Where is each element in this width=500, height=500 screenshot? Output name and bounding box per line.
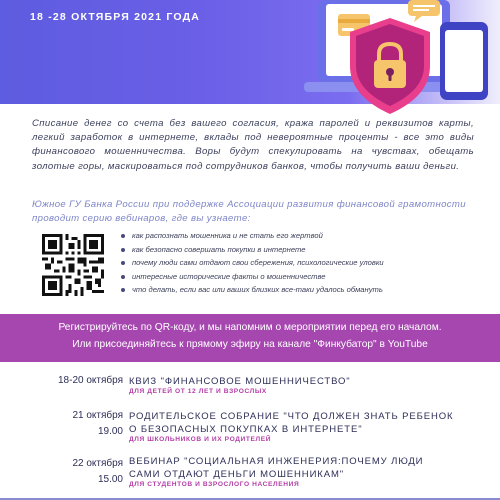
registration-text: Регистрируйтесь по QR-коду, и мы напомним о мероприятии перед его началом. [58,322,442,333]
bullet-dot-icon [121,261,125,265]
bullet-dot-icon [121,234,125,238]
registration-banner [0,314,500,362]
event-date: 21 октября [72,410,123,421]
event-audience: ДЛЯ ШКОЛЬНИКОВ И ИХ РОДИТЕЛЕЙ [129,436,272,443]
list-item: почему люди сами отдают свои сбережения, психологические уловки [120,256,384,270]
organizer-paragraph: Южное ГУ Банка России при поддержке Ассоциации развития финансовой грамотности проводит серию вебинаров, где вы узнаете: [32,199,466,225]
security-illustration [290,0,500,120]
event-title: КВИЗ "ФИНАНСОВОЕ МОШЕННИЧЕСТВО" [129,376,351,387]
event-dates: 18 -28 ОКТЯБРЯ 2021 ГОДА [30,11,201,23]
list-item: как распознать мошенника и не стать его жертвой [120,229,384,243]
event-date: 18-20 октября [58,375,123,386]
qr-code-icon[interactable] [42,234,104,296]
bullet-dot-icon [121,248,125,252]
event-title: САМИ ОТДАЮТ ДЕНЬГИ МОШЕННИКАМ" [129,469,345,480]
event-date: 22 октября [72,458,123,469]
tablet-icon [440,22,488,100]
padlock-shield-icon [350,18,430,114]
event-time: 19.00 [97,426,123,437]
event-time: 15.00 [97,474,123,485]
event-title: О БЕЗОПАСНЫХ ПОКУПКАХ В ИНТЕРНЕТЕ" [129,424,363,435]
intro-paragraph: Списание денег со счета без вашего согласия, кража паролей и реквизитов карты, легкий заработок в интернете, вклады под невероятные проценты - все это виды финансового мошенничества. Воры будут спекулировать на чувствах, обещать золотые горы, маскироваться под сотрудников банков, чтобы получить ваши деньги. [32,118,474,172]
list-item: что делать, если вас или ваших близких все-таки удалось обмануть [120,283,384,297]
event-title: РОДИТЕЛЬСКОЕ СОБРАНИЕ "ЧТО ДОЛЖЕН ЗНАТЬ РЕБЕНОК [129,411,454,422]
event-title: ВЕБИНАР "СОЦИАЛЬНАЯ ИНЖЕНЕРИЯ:ПОЧЕМУ ЛЮДИ [129,456,424,467]
bullet-dot-icon [121,275,125,279]
youtube-channel-text: Или присоединяйтесь к прямому эфиру на канале "Финкубатор" в YouTube [72,339,428,350]
topics-list [120,229,384,297]
event-audience: ДЛЯ СТУДЕНТОВ И ВЗРОСЛОГО НАСЕЛЕНИЯ [129,481,300,488]
event-audience: ДЛЯ ДЕТЕЙ ОТ 12 ЛЕТ И ВЗРОСЛЫХ [129,388,267,395]
list-item: как безопасно совершать покупки в интернете [120,243,384,257]
bullet-dot-icon [121,288,125,292]
list-item: интересные исторические факты о мошенничестве [120,270,384,284]
